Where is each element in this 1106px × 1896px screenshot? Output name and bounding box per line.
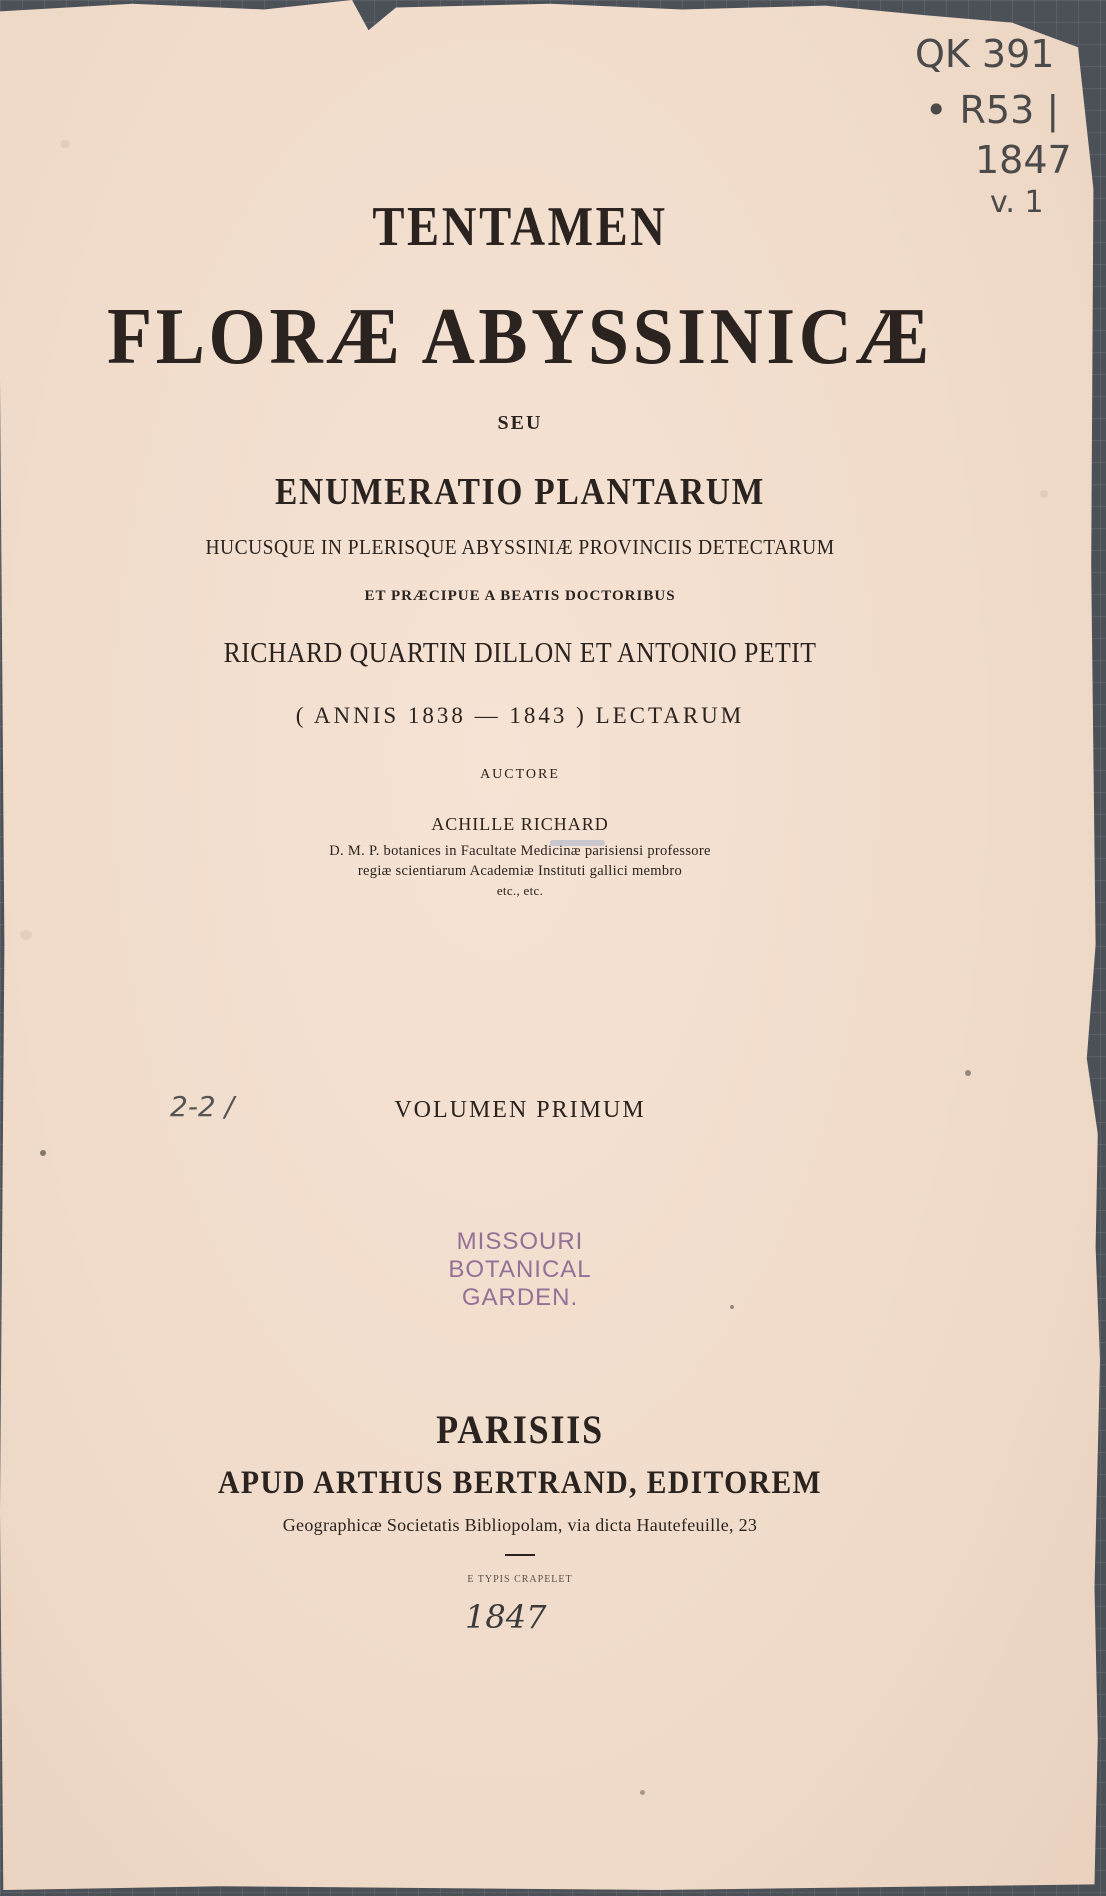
auctore-label: AUCTORE — [480, 767, 560, 782]
margin-handwriting: 2-2 / — [170, 1090, 235, 1123]
author-credential: regiæ scientiarum Academiæ Instituti gallici membro — [357, 863, 683, 879]
seu-connector: SEU — [497, 412, 543, 434]
foxing-spot — [1040, 490, 1048, 498]
foxing-spot — [60, 140, 70, 148]
place-of-publication: PARISIIS — [436, 1407, 604, 1452]
years-line: ( ANNIS 1838 — 1843 ) LECTARUM — [295, 703, 745, 728]
subtitle: ENUMERATIO PLANTARUM — [274, 471, 766, 513]
call-number-line: QK 391 — [915, 32, 1055, 76]
handwritten-year: 1847 — [465, 1598, 547, 1636]
library-stamp-line: MISSOURI — [456, 1228, 584, 1255]
call-number-line: • R53 | — [925, 88, 1060, 132]
collectors-line: RICHARD QUARTIN DILLON ET ANTONIO PETIT — [223, 638, 817, 669]
title-line-1: TENTAMEN — [372, 196, 668, 258]
library-stamp-line: GARDEN. — [461, 1284, 579, 1311]
foxing-spot — [40, 1150, 46, 1156]
author-credential: etc., etc. — [496, 883, 544, 898]
foxing-spot — [965, 1070, 971, 1076]
foxing-spot — [640, 1790, 645, 1795]
author-credential: D. M. P. botanices in Facultate Medicinæ parisiensi professore — [329, 843, 711, 859]
call-number-line: 1847 — [975, 138, 1072, 182]
description-line: HUCUSQUE IN PLERISQUE ABYSSINIÆ PROVINCIIS DETECTARUM — [205, 535, 835, 559]
printer-line: E TYPIS CRAPELET — [467, 1574, 573, 1585]
library-stamp-line: BOTANICAL — [448, 1256, 592, 1283]
call-number-line: v. 1 — [990, 185, 1044, 220]
publisher-line: APUD ARTHUS BERTRAND, EDITOREM — [218, 1465, 822, 1501]
praecipue-line: ET PRÆCIPUE A BEATIS DOCTORIBUS — [364, 588, 676, 604]
foxing-spot — [20, 930, 32, 940]
volume-label: VOLUMEN PRIMUM — [394, 1097, 646, 1123]
author-name: ACHILLE RICHARD — [431, 814, 609, 834]
publisher-note: Geographicæ Societatis Bibliopolam, via dicta Hautefeuille, 23 — [282, 1515, 758, 1535]
divider-rule — [505, 1554, 535, 1556]
title-line-2: FLORÆ ABYSSINICÆ — [107, 293, 933, 381]
